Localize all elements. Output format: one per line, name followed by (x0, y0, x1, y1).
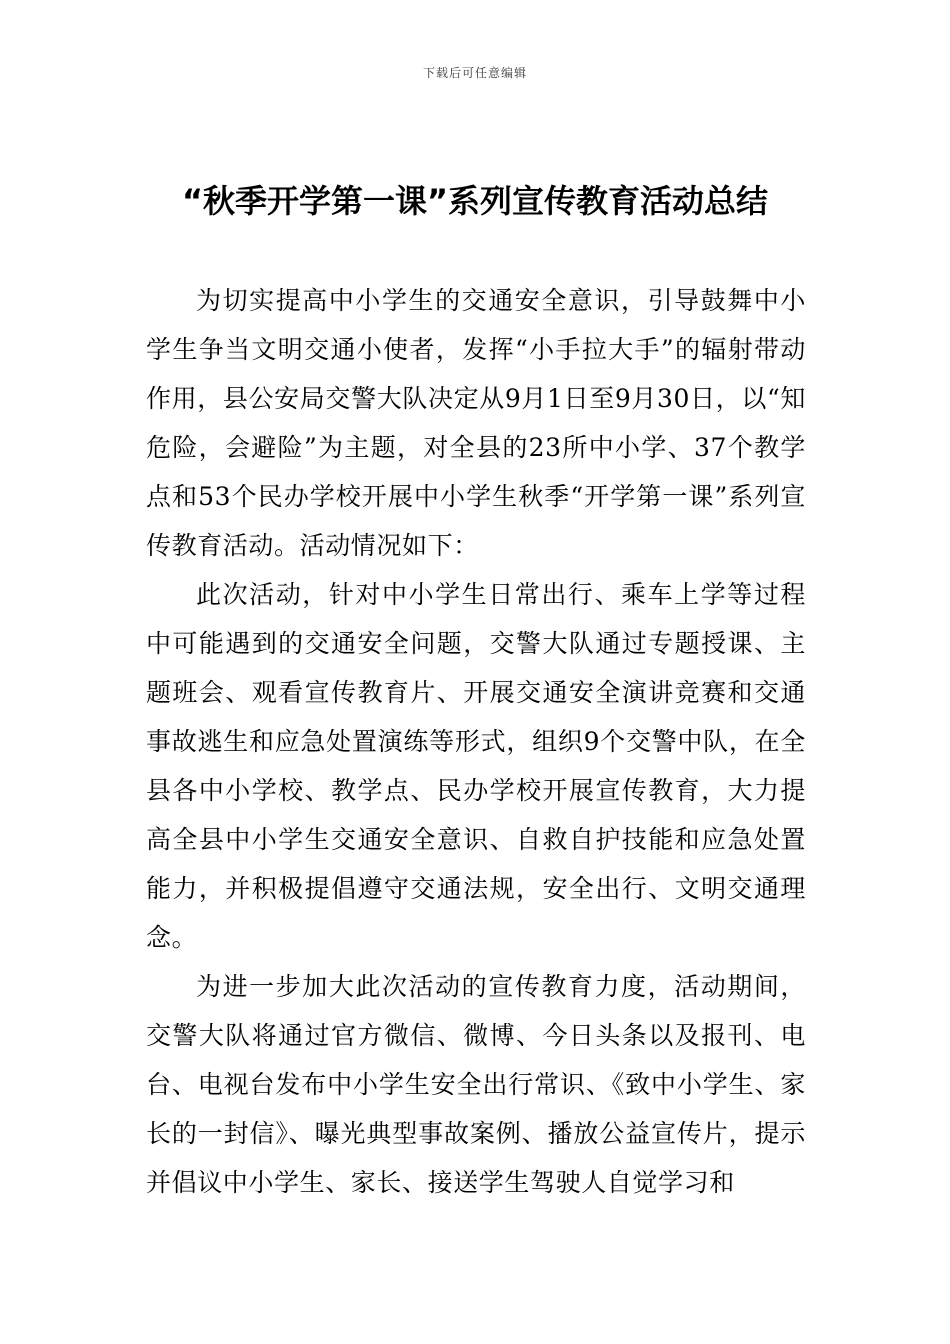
header-note: 下载后可任意编辑 (422, 66, 527, 80)
paragraph-intro: 为切实提高中小学生的交通安全意识，引导鼓舞中小学生争当文明交通小使者，发挥“小手拉大手”的辐射带动作用，县公安局交警大队决定从9月1日至9月30日，以“知危险，会避险”为主题，对全县的23所中小学、37个教学点和53个民办学校开展中小学生秋季“开学第一课”系列宣传教育活动。活动情况如下： (146, 286, 806, 560)
paragraph-activity: 此次活动，针对中小学生日常出行、乘车上学等过程中可能遇到的交通安全问题，交警大队通过专题授课、主题班会、观看宣传教育片、开展交通安全演讲竞赛和交通事故逃生和应急处置演练等形式，组织9个交警中队，在全县各中小学校、教学点、民办学校开展宣传教育，大力提高全县中小学生交通安全意识、自救自护技能和应急处置能力，并积极提倡遵守交通法规，安全出行、文明交通理念。 (146, 580, 806, 952)
document-title: “秋季开学第一课”系列宣传教育活动总结 (181, 182, 769, 220)
paragraph-publicity: 为进一步加大此次活动的宣传教育力度，活动期间，交警大队将通过官方微信、微博、今日头条以及报刊、电台、电视台发布中小学生安全出行常识、《致中小学生、家长的一封信》、曝光典型事故案例、播放公益宣传片，提示并倡议中小学生、家长、接送学生驾驶人自觉学习和 (146, 972, 806, 1197)
document-body (146, 276, 806, 1207)
